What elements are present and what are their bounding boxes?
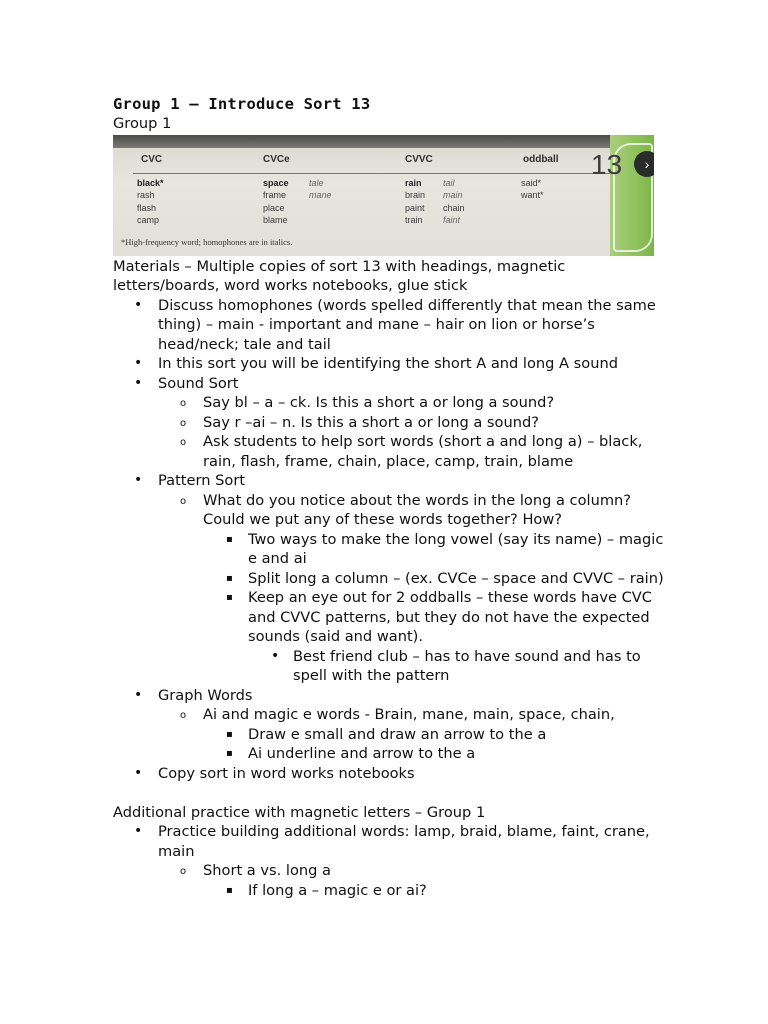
column-cvce-homophones bbox=[309, 177, 332, 202]
group-label: Group 1 bbox=[113, 115, 172, 132]
list-item bbox=[203, 588, 673, 686]
chevron-right-icon[interactable]: › bbox=[634, 151, 654, 177]
list-item-label: Sound Sort bbox=[158, 374, 239, 392]
header-cvvc: CVVC bbox=[405, 153, 433, 165]
list-item bbox=[113, 822, 673, 900]
sort-table-photo bbox=[113, 135, 654, 256]
list-item: o Ask students to help sort words (short a and long a) – black, rain, flash, frame, chain, place, camp, train, blame bbox=[158, 432, 673, 471]
word: rain bbox=[405, 177, 422, 188]
list-item: o Say r –ai – n. Is this a short a or long a sound? bbox=[158, 413, 673, 433]
list-item: o Say bl – a – ck. Is this a short a or long a sound? bbox=[158, 393, 673, 413]
word: tale bbox=[309, 177, 324, 188]
list-item-label: Short a vs. long a bbox=[203, 862, 331, 879]
list-item: ▪ Split long a column – (ex. CVCe – space and CVVC – rain) bbox=[203, 569, 673, 589]
document-page bbox=[113, 94, 673, 900]
photo-top-band bbox=[113, 135, 628, 148]
word: space bbox=[263, 177, 289, 188]
word: chain bbox=[443, 202, 465, 213]
list-item: • Copy sort in word works notebooks bbox=[113, 764, 673, 784]
list-item: • Best friend club – has to have sound and has to spell with the pattern bbox=[248, 647, 673, 686]
additional-steps bbox=[113, 822, 673, 900]
lesson-steps bbox=[113, 296, 673, 784]
word: train bbox=[405, 215, 423, 225]
list-item bbox=[113, 471, 673, 686]
list-item-label: Keep an eye out for 2 oddballs – these words have CVC and CVVC patterns, but they do not have the expected sounds (said and want). bbox=[248, 589, 652, 645]
list-item: ▪ Ai underline and arrow to the a bbox=[203, 744, 673, 764]
list-item bbox=[113, 374, 673, 472]
list-item: • Discuss homophones (words spelled differently that mean the same thing) – main - important and mane – hair on lion or horse’s head/neck; tale and tail bbox=[113, 296, 673, 355]
list-item: ▪ Draw e small and draw an arrow to the a bbox=[203, 725, 673, 745]
word: want* bbox=[521, 190, 544, 200]
list-item: ▪ If long a – magic e or ai? bbox=[203, 881, 673, 901]
header-cvc: CVC bbox=[141, 153, 163, 165]
word: place bbox=[263, 202, 285, 213]
word: blame bbox=[263, 215, 288, 225]
page-title: Group 1 – Introduce Sort 13 bbox=[113, 95, 371, 113]
list-item-label: Ai and magic e words - Brain, mane, main, space, chain, bbox=[203, 706, 615, 723]
word: flash bbox=[137, 202, 157, 213]
word: paint bbox=[405, 202, 425, 213]
list-item: • In this sort you will be identifying the short A and long A sound bbox=[113, 354, 673, 374]
materials-line: Materials – Multiple copies of sort 13 with headings, magnetic letters/boards, word works notebooks, glue stick bbox=[113, 257, 566, 294]
word: black* bbox=[137, 177, 164, 188]
list-item-label: Pattern Sort bbox=[158, 472, 246, 489]
list-item-label: Graph Words bbox=[158, 686, 253, 704]
header-oddball: oddball bbox=[523, 153, 559, 165]
word: brain bbox=[405, 190, 426, 200]
word: faint bbox=[443, 215, 461, 225]
header-cvce: CVCe bbox=[263, 153, 290, 165]
spacer bbox=[113, 783, 673, 803]
list-item bbox=[158, 705, 673, 764]
column-cvvc bbox=[405, 177, 425, 227]
additional-heading: Additional practice with magnetic letters – Group 1 bbox=[113, 803, 486, 821]
list-item: ▪ Two ways to make the long vowel (say its name) – magic e and ai bbox=[203, 530, 673, 569]
word: said* bbox=[521, 177, 542, 188]
header-rule bbox=[133, 173, 613, 174]
list-item bbox=[158, 491, 673, 686]
list-item-label: What do you notice about the words in the long a column? Could we put any of these words together? How? bbox=[203, 491, 632, 528]
list-item-label: Practice building additional words: lamp, braid, blame, faint, crane, main bbox=[158, 823, 650, 860]
word: rash bbox=[137, 190, 155, 200]
word: frame bbox=[263, 190, 287, 200]
word: camp bbox=[137, 215, 160, 225]
word: mane bbox=[309, 190, 332, 200]
photo-footnote: *High-frequency word; homophones are in italics. bbox=[121, 236, 293, 247]
word: main bbox=[443, 190, 463, 200]
list-item bbox=[113, 686, 673, 764]
column-cvce bbox=[263, 177, 289, 227]
word: tail bbox=[443, 177, 455, 188]
column-cvc bbox=[137, 177, 164, 227]
list-item bbox=[158, 861, 673, 900]
column-cvvc-homophones bbox=[443, 177, 465, 227]
page-number-mark: 13 bbox=[591, 148, 623, 180]
column-oddball bbox=[521, 177, 544, 202]
